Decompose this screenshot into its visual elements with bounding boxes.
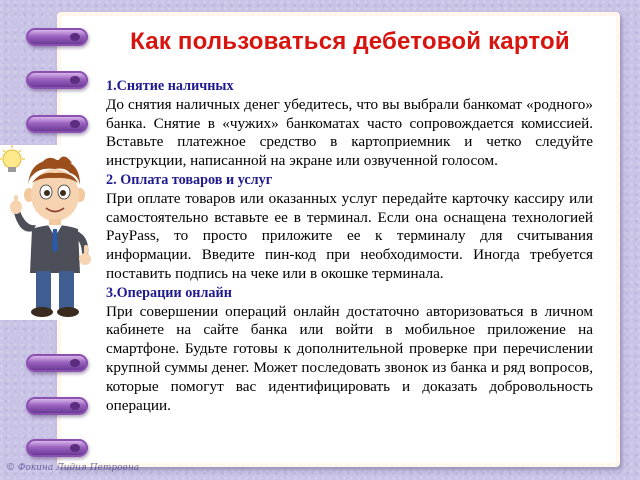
section-body: До снятия наличных денег убедитесь, что вы выбрали банкомат «родного» банка. Снятие в «чужих» банкоматах часто сопровождается комиссией. Вставьте платежное средство в картоприемник и четко следуйте инструкции, написанной на экране или озвученной голосом. [106,95,593,170]
section-cash-withdrawal [106,77,593,171]
cartoon-boy-illustration [0,145,100,320]
section-heading: 2. Оплата товаров и услуг [106,171,273,188]
binding-ring [26,439,88,457]
instructions-content [106,77,593,415]
section-payment [106,171,593,284]
section-online [106,284,593,416]
page-title: Как пользоваться дебетовой картой [130,28,570,55]
section-body: При оплате товаров или оказанных услуг передайте карточку кассиру или самостоятельно вставьте ее в терминал. Если она оснащена технологией PayPass, то просто приложите ее к терминалу для считывания информации. Введите пин-код при необходимости. Иногда требуется поставить подпись на чеке или в окошке терминала. [106,189,593,282]
copyright-note: © Фокина Лидия Петровна [6,463,140,473]
cartoon-boy-with-lightbulb-icon [0,145,100,320]
binding-ring [26,28,88,46]
binding-ring [26,71,88,89]
binding-ring [26,115,88,133]
section-heading: 1.Снятие наличных [106,78,234,94]
binding-ring [26,354,88,372]
section-body: При совершении операций онлайн достаточно авторизоваться в личном кабинете на сайте банка или войти в мобильное приложение на смартфоне. Будьте готовы к дополнительной проверке при перечислении крупной суммы денег. Может последовать звонок из банка и ряд вопросов, которые помогут вас идентифицировать и доказать добровольность операции. [106,302,593,414]
section-heading: 3.Операции онлайн [106,284,232,301]
binding-ring [26,397,88,415]
